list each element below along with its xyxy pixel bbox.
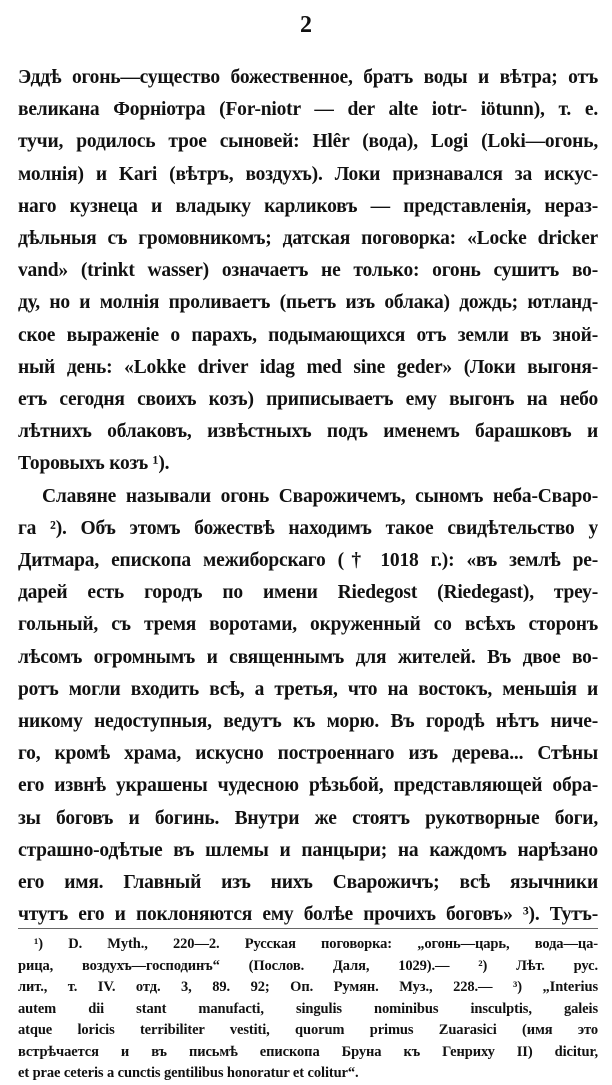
footnote-line: atque loricis terribiliter vestiti, quorum primus Zuarasici (имя это [18, 1022, 598, 1038]
text-line: никому недоступныя, ведутъ къ морю. Въ городѣ нѣтъ ниче- [18, 711, 598, 733]
text-line: Славяне называли огонь Сварожичемъ, сыномъ неба-Сваро- [42, 485, 598, 507]
text-line: наго кузнеца и владыку карликовъ — представленія, нераз- [18, 195, 598, 217]
text-line: Эддѣ огонь—существо божественное, братъ воды и вѣтра; отъ [18, 67, 598, 88]
text-line: его имя. Главный изъ нихъ Сварожичъ; всѣ язычники [18, 872, 598, 894]
text-line: Дитмара, епископа межиборскаго († 1018 г.): «въ землѣ ре- [18, 550, 598, 572]
footnote-line: встрѣчается и въ письмѣ епископа Бруна къ Генриху II) dicitur, [18, 1043, 598, 1060]
footnote-line: рица, воздухъ—господинъ“ (Послов. Даля, 1029).— ²) Лѣт. рус. [18, 957, 598, 974]
text-line: его извнѣ украшены чудесною рѣзьбой, представляющей обра- [18, 775, 598, 797]
footnote-line: et prae ceteris a cunctis gentilibus honoratur et colitur“. [18, 1065, 359, 1081]
text-line: vand» (trinkt wasser) означаетъ не только: огонь сушитъ во- [18, 260, 598, 282]
text-line: страшно-одѣтые въ шлемы и панцыри; на каждомъ нарѣзано [18, 839, 598, 861]
text-line: га ²). Объ этомъ божествѣ находимъ такое свидѣтельство у [18, 517, 598, 539]
footnote-line: лит., т. IV. отд. 3, 89. 92; Оп. Румян. Муз., 228.— ³) „Interius [18, 979, 598, 995]
text-line: гольный, съ тремя воротами, окруженный со всѣхъ сторонъ [18, 614, 598, 636]
text-line: молнія) и Kari (вѣтръ, воздухъ). Локи признавался за искус- [18, 163, 598, 185]
page-number: 2 [300, 12, 312, 38]
text-line: го, кромѣ храма, искусно построеннаго изъ дерева... Стѣны [18, 743, 598, 765]
body-text [18, 62, 598, 931]
text-line: ротъ могли входить всѣ, а третья, что на востокъ, меньшія и [18, 678, 598, 700]
text-line: ный день: «Lokke driver idag med sine geder» (Локи выгоня- [18, 356, 598, 378]
text-line: Торовыхъ козъ ¹). [18, 453, 170, 475]
text-line: зы боговъ и богинь. Внутри же стоятъ рукотворные боги, [18, 807, 598, 829]
text-line: тучи, родилось трое сыновей: Hlêr (вода), Logi (Loki—огонь, [18, 131, 598, 153]
text-line: ское выраженіе о парахъ, подымающихся отъ земли въ зной- [18, 324, 598, 346]
text-line: дарей есть городъ по имени Riedegost (Riedegast), треу- [18, 582, 598, 604]
text-line: дѣльныя съ громовникомъ; датская поговорка: «Locke dricker [18, 228, 598, 250]
text-line: етъ сегодня своихъ козъ) приписываетъ ему выгонъ на небо [18, 389, 598, 411]
text-line: лѣтнихъ облаковъ, извѣстныхъ подъ именемъ барашковъ и [18, 421, 598, 443]
text-line: великана Форніотра (For-niotr — der alte iotr- iötunn), т. е. [18, 99, 598, 121]
footnotes [18, 934, 598, 1085]
text-line: ду, но и молнія проливаетъ (пьетъ изъ облака) дождь; ютланд- [18, 292, 598, 314]
text-line: чтутъ его и поклоняются ему болѣе прочихъ боговъ» ³). Тутъ- [18, 904, 598, 926]
footnote-line: ¹) D. Myth., 220—2. Русская поговорка: „огонь—царь, вода—ца- [34, 936, 598, 952]
text-line: лѣсомъ огромнымъ и священнымъ для жителей. Въ двое во- [18, 646, 598, 668]
footnote-divider [18, 928, 598, 929]
footnote-line: autem dii stant manufacti, singulis nominibus insculptis, galeis [18, 1000, 598, 1017]
